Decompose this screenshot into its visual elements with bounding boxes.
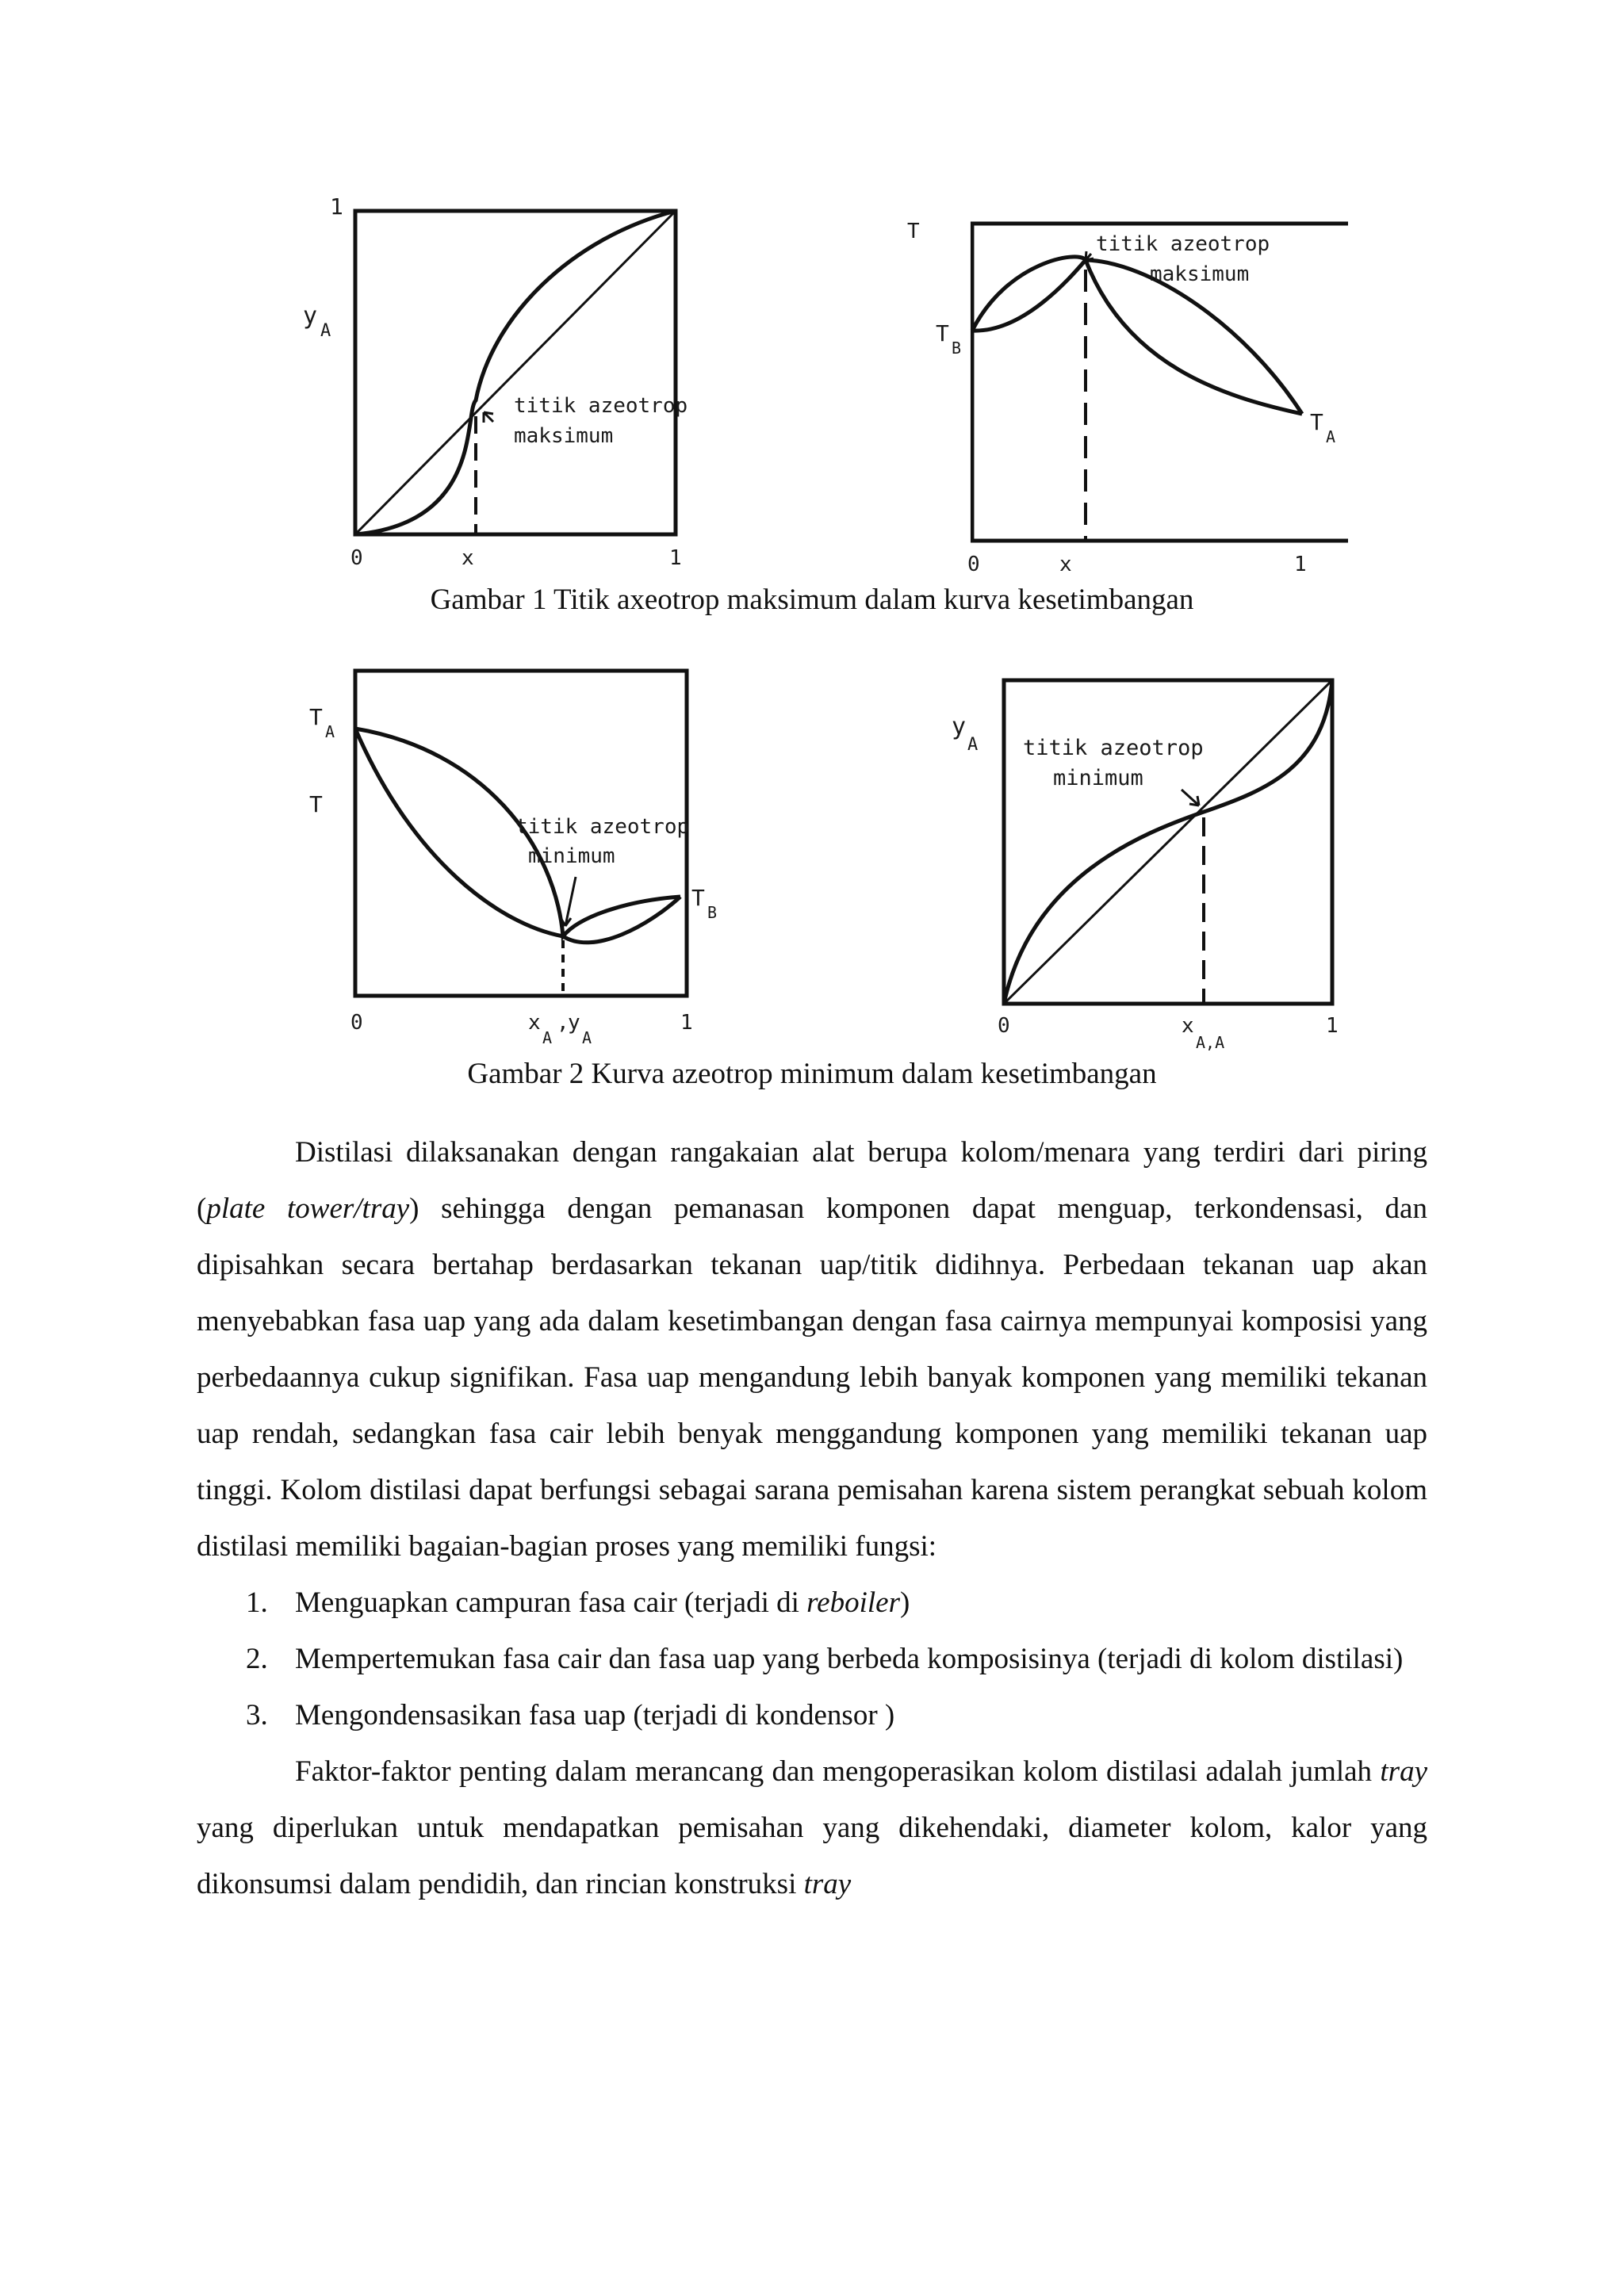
azeotrope-annotation-line1: titik azeotrop — [1096, 232, 1270, 256]
azeotrope-annotation-line1: titik azeotrop — [514, 394, 688, 418]
azeotrope-annotation-line2: minimum — [528, 844, 615, 868]
list-text-after: ) — [900, 1586, 910, 1619]
annotation-arrow — [484, 412, 493, 423]
para2-text: Faktor-faktor penting dalam merancang dan mengoperasikan kolom distilasi adalah jumlah — [295, 1755, 1381, 1788]
x-axis-subscript: A,A — [1196, 1033, 1225, 1052]
ta-subscript: A — [325, 722, 335, 741]
x-axis-label: x — [528, 1011, 541, 1035]
figure2-right-yx-diagram — [944, 671, 1388, 1059]
list-item — [197, 1687, 1427, 1743]
figure1-caption: Gambar 1 Titik axeotrop maksimum dalam kurva kesetimbangan — [430, 584, 1194, 616]
liquid-curve — [972, 260, 1302, 414]
y-top-tick: 1 — [330, 193, 343, 220]
para1-italic: plate tower/tray — [206, 1192, 410, 1225]
figure2-left-tx-diagram — [293, 663, 737, 1059]
y-axis-label: y — [952, 713, 967, 740]
y-axis-subscript: A — [320, 321, 331, 341]
t-axis-label: T — [309, 791, 323, 817]
axis-separator: , — [557, 1011, 569, 1035]
tb-label: T — [691, 885, 705, 911]
annotation-arrow — [560, 877, 576, 926]
azeotrope-annotation-line2: minimum — [1053, 766, 1143, 790]
x-origin-tick: 0 — [998, 1014, 1010, 1038]
y-axis-label: y — [303, 302, 318, 330]
list-italic: reboiler — [806, 1586, 900, 1619]
vapor-curve — [972, 257, 1302, 414]
x-origin-tick: 0 — [350, 546, 363, 570]
figure2-caption: Gambar 2 Kurva azeotrop minimum dalam kesetimbangan — [467, 1058, 1157, 1090]
x-axis-label: x — [462, 546, 474, 570]
list-item — [197, 1631, 1427, 1687]
ta-subscript: A — [1326, 427, 1336, 446]
list-item — [197, 1575, 1427, 1631]
y-axis-subscript: A — [582, 1028, 592, 1047]
t-axis-label: T — [907, 220, 920, 243]
azeotrope-annotation-line1: titik azeotrop — [515, 815, 690, 839]
paragraph-1 — [197, 1124, 1427, 1575]
diagonal-line — [1004, 680, 1332, 1004]
azeotrope-annotation-line2: maksimum — [1150, 262, 1250, 286]
body-text — [197, 1124, 1427, 1912]
x-end-tick: 1 — [669, 546, 682, 570]
list-text: Mengondensasikan fasa uap (terjadi di kondensor ) — [295, 1699, 895, 1732]
para2-italic-1: tray — [1380, 1755, 1427, 1788]
list-text: Menguapkan campuran fasa cair (terjadi di — [295, 1586, 807, 1619]
x-origin-tick: 0 — [967, 553, 980, 576]
para1-text: Distilasi dilaksanakan dengan rangakaian alat berupa kolom/menara yang terdiri dari piring ( — [197, 1136, 1427, 1225]
ta-label: T — [309, 704, 323, 730]
y-axis-label: y — [568, 1011, 580, 1035]
x-axis-label: x — [1182, 1014, 1194, 1038]
ta-label: T — [1310, 409, 1323, 435]
figure1-right-tx-diagram — [888, 206, 1348, 587]
list-number: 1. — [246, 1586, 268, 1619]
x-end-tick: 1 — [1326, 1014, 1339, 1038]
x-axis-label: x — [1059, 553, 1072, 576]
annotation-arrow — [1182, 790, 1199, 806]
function-list — [197, 1575, 1427, 1743]
x-end-tick: 1 — [680, 1011, 693, 1035]
tb-subscript: B — [707, 903, 718, 922]
annotation-arrow — [1086, 251, 1094, 260]
list-number: 2. — [246, 1643, 268, 1675]
list-text: Mempertemukan fasa cair dan fasa uap yang berbeda komposisinya (terjadi di kolom distilasi) — [295, 1643, 1404, 1675]
para1-text-rest: ) sehingga dengan pemanasan komponen dapat menguap, terkondensasi, dan dipisahkan secara bertahap berdasarkan tekanan uap/titik didihnya. Perbedaan tekanan uap akan menyebabkan fasa uap yang ada dalam kesetimbangan dengan fasa cairnya mempunyai komposisi yang perbedaannya cukup signifikan. Fasa uap mengandung lebih banyak komponen yang memiliki tekanan uap rendah, sedangkan fasa cair lebih benyak menggandung komponen yang memiliki tekanan uap tinggi. Kolom distilasi dapat berfungsi sebagai sarana pemisahan karena sistem perangkat sebuah kolom distilasi memiliki bagaian-bagian proses yang memiliki fungsi: — [197, 1192, 1427, 1563]
azeotrope-annotation-line2: maksimum — [514, 424, 614, 448]
tb-subscript: B — [952, 339, 962, 358]
paragraph-2 — [197, 1743, 1427, 1912]
figure1-left-yx-diagram — [285, 190, 730, 587]
list-number: 3. — [246, 1699, 268, 1732]
para2-text-b: yang diperlukan untuk mendapatkan pemisahan yang dikehendaki, diameter kolom, kalor yang dikonsumsi dalam pendidih, dan rincian konstruksi — [197, 1812, 1427, 1900]
para2-italic-2: tray — [803, 1868, 852, 1900]
tb-label: T — [936, 320, 949, 346]
azeotrope-annotation-line1: titik azeotrop — [1023, 736, 1204, 760]
x-axis-subscript: A — [542, 1028, 553, 1047]
x-origin-tick: 0 — [350, 1011, 363, 1035]
diagonal-line — [355, 211, 676, 534]
x-end-tick: 1 — [1294, 553, 1307, 576]
y-axis-subscript: A — [967, 735, 979, 755]
